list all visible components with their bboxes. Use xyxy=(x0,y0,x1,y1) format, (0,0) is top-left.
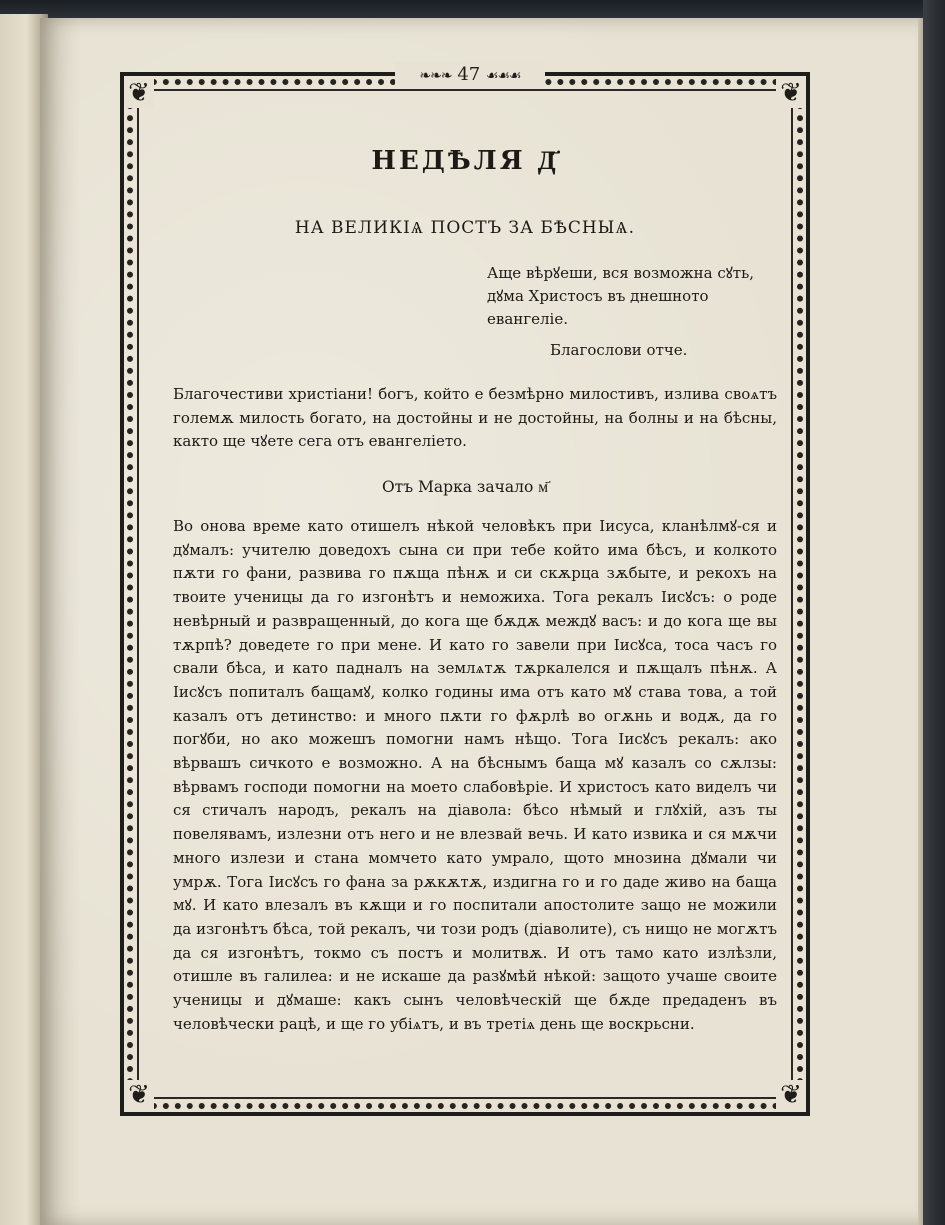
corner-ornament-icon: ❦ xyxy=(776,1080,806,1110)
blessing-line: Благослови отче. xyxy=(550,341,688,359)
corner-ornament-icon: ❦ xyxy=(124,1080,154,1110)
body-paragraph: Во онова време като отишелъ нѣкой человѣкъ при Iисуса, кланѣлмꙋ-ся и дꙋмалъ: учителю доведохъ сына си при тебе който има бѣсъ, и колкото пѫти го фани, развива го пѫща пѣнѫ и си скѫрца зѫбыте, и рекохъ на твоите ученицы да го изгонѣтъ и неможиха. Тога рекалъ Iисꙋсъ: о роде невѣрный и развращенный, до кога ще бѫдѫ междꙋ васъ: и до кога ще вы тѫрпѣ? доведете го при мене. И като го завели при Iисꙋса, тоса часъ го свали бѣса, и като падналъ на землѧтѫ тѫркалелся и пѫщалъ пѣнѫ. А Iисꙋсъ попиталъ бащамꙋ, колко годины има отъ като мꙋ става това, а той казалъ отъ детинство: и много пѫти го фѫрлѣ во огѫнь и водѫ, да го погꙋби, но ако можешъ помогни намъ нѣщо. Тога Iисꙋсъ рекалъ: ако вѣрвашъ сичкото е возможно. А на бѣснымъ баща мꙋ казалъ со сѫлзы: вѣрвамъ господи помогни на моето слабовѣріе. И христосъ като виделъ чи ся стичалъ народъ, рекалъ на діавола: бѣсо нѣмый и глꙋхій, азъ ты повелявамъ, излезни отъ него и не влезвай вечь. И като извика и ся мѫчи много излези и стана момчето като умрало, щото мнозина дꙋмали чи умрѫ. Тога Iисꙋсъ го фана за рѫкѫтѫ, издигна го и го даде живо на баща мꙋ. И като влезалъ въ кѫщи и го поспитали апостолите защо не можили да изгонѣтъ бѣса, той рекалъ, чи този родъ (діаволите), съ нищо не могѫтъ да ся изгонѣтъ, токмо съ постъ и молитвѫ. И отъ тамо като излѣзли, отишле въ галилеа: и не искаше да разꙋмѣй нѣкой: защото учаше своите ученицы и дꙋмаше: какъ сынъ человѣческій ще бѫде предаденъ въ человѣчески рацѣ, и ще го убіѧтъ, и въ третіѧ день ще воскрьсни. xyxy=(173,517,777,1033)
corner-ornament-icon: ❦ xyxy=(776,78,806,108)
reading-heading: Отъ Марка зачало м҃ xyxy=(381,478,549,496)
page-header xyxy=(395,62,545,88)
scanner-backdrop-right xyxy=(923,0,945,1225)
page-subtitle: НА ВЕЛИКІѦ ПОСТЪ ЗА БѢСНЫѦ. xyxy=(294,218,636,238)
laurel-sprig-icon: ❧❧❧ xyxy=(419,68,452,84)
page-number: 47 xyxy=(457,64,481,85)
page-title: НЕДѢЛЯ Д҃ xyxy=(371,146,559,176)
laurel-sprig-icon: ☙☙☙ xyxy=(485,68,521,84)
corner-ornament-icon: ❦ xyxy=(124,78,154,108)
epigraph: Аще вѣрꙋеши, вся возможна сꙋть, дꙋма Христосъ въ днешното евангеліе. xyxy=(487,264,755,328)
intro-paragraph: Благочестиви христіани! богъ, който е безмѣрно милостивъ, излива своѧтъ големѫ милость богато, на достойны и не достойны, на болны и на бѣсны, както ще чꙋете сега отъ евангеліето. xyxy=(173,385,777,451)
